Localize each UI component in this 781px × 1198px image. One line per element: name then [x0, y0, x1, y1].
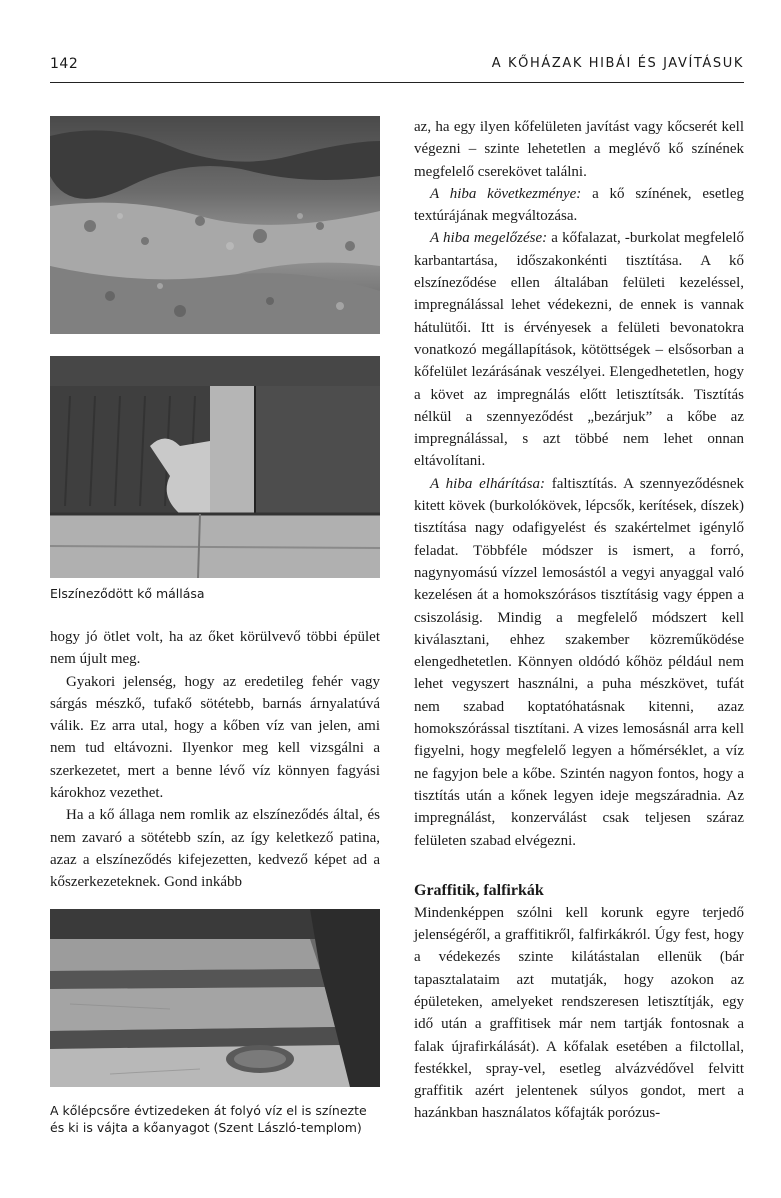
paragraph: hogy jó ötlet volt, ha az őket körülvevő többi épület nem újult meg.	[50, 629, 380, 668]
paragraph: Gyakori jelenség, hogy az eredetileg fehér vagy sárgás mészkő, tufakő sötétebb, barnás árnyalatúvá válik. Ez arra utal, hogy a kőben víz van jelen, ami nem tud eltávozni. Ilyenkor meg kell vizsgálni a szerkezetet, mert a benne lévő víz könnyen fagyási károkhoz vezethet.	[50, 673, 380, 802]
running-head: A KŐHÁZAK HIBÁI ÉS JAVÍTÁSUK	[491, 56, 744, 71]
paragraph	[414, 227, 744, 472]
paragraph: Ha a kő állaga nem romlik az elszíneződés által, és nem zavaró a sötétebb szín, az így keletkező patina, azaz a elszíneződés kifejezetten, kedvező képet ad a kőszerkezeteknek. Gond inkább	[50, 807, 380, 891]
section-heading: Graffitik, falfirkák	[414, 881, 544, 899]
paragraph: az, ha egy ilyen kőfelületen javítást vagy kőcserét kell végezni – szinte lehetetlen a meglévő kő színének megfelelő cserekövet találni.	[414, 119, 744, 180]
photo-weathered-stone	[50, 116, 380, 334]
paragraph-text: faltisztítás. A szennyeződésnek kitett kövek (burkolókövek, lépcsők, kerítések, díszek) tisztítása nagy odafigyelést és szakértelmet igénylő feladat. Többféle módszer is ismert, a forró, nagynyomású vízzel lemosástól a vegyi anyaggal való kezelésen át a homokszórásos tisztításig vagy éppen a csiszolásig. Mindig a megfelelő módszert kell kiválasztani, ehhez szakember közreműködése elengedhetetlen. Könnyen oldódó kőhöz például nem lehet vegyszert használni, a puha mészkövet, tufát nem szabad koptatóhatásnak kitenni, azaz homokszórással tisztítani. A vizes lemosásnál arra kell figyelni, hogy megfelelő legyen a hőmérséklet, a víz ne fagyjon bele a kőbe. Szintén nagyon fontos, hogy a tisztítás után a kőnek legyen ideje megszáradnia. Az impregnálást, konzerválást csak teljesen száraz felületen szabad elvégezni.	[414, 475, 744, 849]
paragraph	[414, 473, 744, 852]
figure-caption: Elszíneződött kő mállása	[50, 586, 205, 601]
figure-caption	[50, 1102, 390, 1136]
caption-line: A kőlépcsőre évtizedeken át folyó víz el is színezte	[50, 1103, 367, 1118]
photo-stone-stairs	[50, 909, 380, 1087]
photo-discolored-wall	[50, 356, 380, 578]
term-label: A hiba következménye:	[430, 185, 582, 202]
paragraph: Mindenképpen szólni kell korunk egyre terjedő jelenségéről, a graffitikről, falfirkákról. Úgy fest, hogy a védekezés szinte kilátástalan ellenük (bár tapasztalataim azt mutatják, hogy azokon az épületeken, amelyeket rendszeresen letisztítják, egy idő után a graffitisek már nem tartják fontosnak a falak újrafirkálását). A kőfalak esetében a filctollal, festékkel, spray-vel, esetleg alvázvédővel felvitt graffitik azért jelentenek súlyos gondot, mert a hazánkban használatos kőfajták porózus-	[414, 904, 744, 1122]
caption-line: és ki is vájta a kőanyagot (Szent László-templom)	[50, 1120, 362, 1135]
paragraph	[414, 183, 744, 228]
page-number: 142	[50, 56, 79, 72]
term-label: A hiba elhárítása:	[430, 475, 545, 492]
term-label: A hiba megelőzése:	[430, 230, 548, 247]
page-header	[50, 50, 744, 83]
left-column	[50, 626, 380, 894]
paragraph-text: a kő színének, esetleg textúrájának megváltozása.	[414, 185, 745, 225]
paragraph-text: a kőfalazat, -burkolat megfelelő karbantartása, időszakonkénti tisztítása. A kő elszíneződése ellen általában felületi kezeléssel, impregnálással lehet védekezni, de ennek is vannak hátulütői. Itt is érvényesek a felületi bevonatokra vonatkozó megállapítások, kötöttségek – elsősorban a kőfelület lezárásának veszélyei. Elengedhetetlen, hogy a követ az impregnálás előtt letisztítsák. Tisztítás nélkül a szennyeződést „bezárjuk” a kőbe az impregnálással, s azt többé nem lehet onnan eltávolítani.	[414, 230, 744, 470]
right-column	[414, 116, 744, 1125]
